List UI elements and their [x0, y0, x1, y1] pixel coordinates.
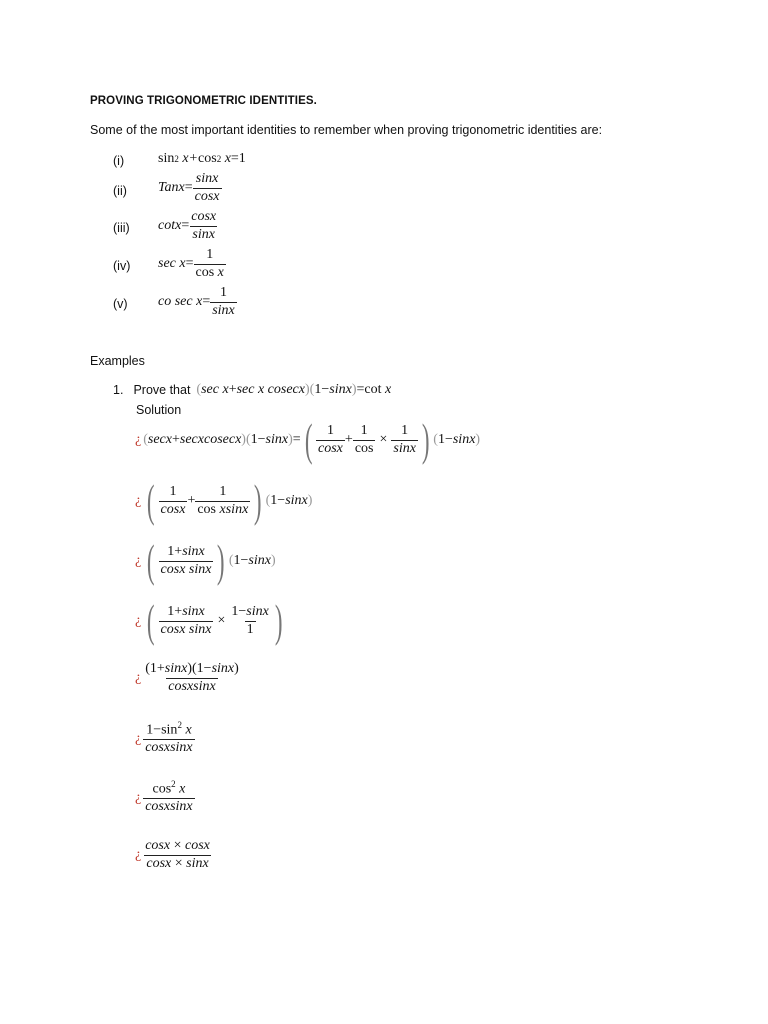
examples-heading: Examples [90, 354, 145, 368]
example-1-statement [113, 382, 391, 398]
identity-label-i: (i) [113, 154, 125, 168]
identity-formula-i: sin 2 x+ cos 2 x =1 [158, 151, 246, 166]
identity-formula-iii: cotx = $\frac{\cos x}{\sin x}$ [158, 209, 217, 242]
solution-step-1: ¿ ( secx + secxcosecx ) ( 1− sinx ) = ( $\frac{1}{\cos x}$ + $\frac{1}{\cos}$ × $\frac{1}{\sin x}$ ) ( 1− sinx ) [135, 414, 481, 465]
step-glyph: ¿ [135, 493, 142, 508]
solution-step-7: ¿ $\frac{\cos^2 x}{\text{cosxsinx}}$ [135, 779, 193, 815]
solution-step-2: ¿ ( $\frac{1}{\cos x}$ + $\frac{1}{\text{cos xsinx}}$ ) ( 1− sinx ) [135, 475, 313, 526]
identity-formula-v: co sec x = $\frac{1}{\sin x}$ [158, 285, 235, 318]
identity-label-iv: (iv) [113, 259, 131, 273]
identity-label-iii: (iii) [113, 221, 130, 235]
prove-text: Prove that [133, 383, 191, 397]
solution-label: Solution [136, 403, 182, 417]
step-glyph: ¿ [135, 613, 142, 628]
page-title: PROVING TRIGONOMETRIC IDENTITIES. [90, 95, 317, 107]
solution-step-8: ¿ $\frac{\cos x \times \cos x}{\cos x \times \sin x}$ [135, 838, 210, 871]
intro-text: Some of the most important identities to remember when proving trigonometric identities are: [90, 123, 603, 137]
identity-formula-iv: sec x = $\frac{1}{\text{cos x}}$ [158, 247, 224, 280]
step-glyph: ¿ [135, 432, 142, 447]
identity-label-ii: (ii) [113, 184, 127, 198]
solution-step-4: ¿ ( $\frac{1+\sin x}{\text{cosx sinx}}$ × $\frac{1-\sin x}{1}$ ) [135, 595, 283, 646]
step-glyph: ¿ [135, 730, 142, 746]
statement-formula: ( sec x + sec x cosecx ) ( 1− sinx ) =cot x [196, 382, 392, 397]
step-glyph: ¿ [135, 789, 142, 805]
solution-step-3: ¿ ( $\frac{1+\sin x}{\text{cosx sinx}}$ ) ( 1− sinx ) [135, 535, 276, 586]
solution-step-6: ¿ $\frac{1-\sin^2 x}{\text{cosxsinx}}$ [135, 720, 193, 756]
step-glyph: ¿ [135, 847, 142, 863]
identity-label-v: (v) [113, 297, 128, 311]
example-number: 1. [113, 383, 124, 397]
identity-formula-ii: Tanx = $\frac{\sin x}{\cos x}$ [158, 171, 220, 204]
step-glyph: ¿ [135, 553, 142, 568]
solution-step-5: ¿ $\frac{(1+\sin x)(1-\sin x)}{\text{cosxsinx}}$ [135, 661, 239, 694]
step-glyph: ¿ [135, 670, 142, 686]
